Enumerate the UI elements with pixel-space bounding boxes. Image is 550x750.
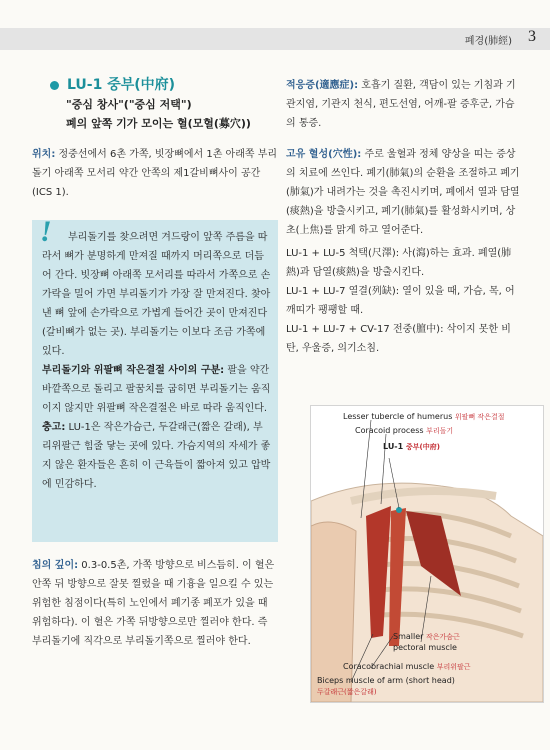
needling-label: 침의 깊이: [32, 560, 79, 571]
needling-paragraph [32, 556, 278, 651]
exclamation-icon: ! [40, 215, 52, 248]
figure-label-smaller-pectoral: Smaller 작은가슴근 [393, 632, 460, 641]
tip-paragraph-3: 충고: LU-1은 작은가슴근, 두갈래근(짧은 갈래), 부리위팔근 힘줄 닿는 곳에 있다. 가슴지역의 자세가 좋지 않은 환자들은 흔히 이 근육들이 짧아져 있고 압박에 민감하다. [42, 422, 271, 490]
tip-paragraph-1: 부리돌기를 찾으려면 겨드랑이 앞쪽 주름을 따라서 뼈가 분명하게 만져질 때까지 머리쪽으로 더듬어 간다. 빗장뼈 아래쪽 모서리를 따라서 가쪽으로 손가락을 밀어 가면 부리돌기가 가장 잘 만져진다. 찾아낸 뼈 앞에 손가락으로 가볍게 들어간 곳이 만져진다(갈비뼈가 없는 곳). 부리돌기는 이보다 조금 가쪽에 있다. [42, 232, 271, 357]
location-label: 위치: [32, 149, 56, 160]
needling-text: 0.3-0.5촌, 가쪽 방향으로 비스듬히. 이 혈은 안쪽 뒤 방향으로 잘못 찔렀을 때 기흉을 일으킬 수 있는 위험한 침점이다(특히 노인에서 폐기종 폐포가 있을 때 위험하다). 이 혈은 가쪽 뒤방향으로만 찔러야 한다. 즉 부리돌기에 직각으로 부리돌기쪽으로 찔러야 한다. [32, 560, 275, 647]
figure-label-coracoid: Coracoid process 부리돌기 [355, 426, 454, 435]
tip-box [32, 215, 278, 542]
figure-label-lesser-tubercle: Lesser tubercle of humerus 위팔뼈 작은결절 [343, 412, 505, 421]
anatomy-figure [310, 405, 544, 703]
indications-text: 호흡기 질환, 객담이 있는 기침과 기관지염, 기관지 천식, 편도선염, 어깨-팔 증후군, 가슴의 통증. [286, 80, 516, 129]
chapter-title: 폐경(肺經) [464, 36, 512, 47]
indications-paragraph [286, 76, 522, 133]
right-column [286, 76, 522, 358]
figure-label-coracobrachial: Coracobrachial muscle 부리위팔근 [343, 662, 471, 671]
location-text: 정중선에서 6촌 가쪽, 빗장뼈에서 1촌 아래쪽 부리돌기 아래쪽 모서리 약간 안쪽의 제1갈비뼈사이 공간(ICS 1). [32, 149, 278, 198]
point-subtitle-2: 폐의 앞쪽 기가 모이는 혈(모혈(募穴)) [66, 117, 251, 130]
figure-label-biceps-kr: 두갈래근(짧은갈래) [317, 688, 377, 696]
figure-label-biceps: Biceps muscle of arm (short head) [317, 676, 455, 685]
effect-text: 주로 울혈과 정체 양상을 띠는 증상의 치료에 쓰인다. 폐기(肺氣)의 순환을 조절하고 폐기(肺氣)가 내려가는 것을 촉진시키며, 폐에서 열과 담열(痰熱)을 방출시키고, 폐기(肺氣)를 활성화시키며, 상초(上焦)를 맑게 하고 열어준다. [286, 149, 520, 236]
left-column [32, 76, 278, 651]
effect-label: 고유 혈성(穴性): [286, 149, 362, 160]
indications-label: 적응증(適應症): [286, 80, 359, 91]
effect-paragraph [286, 145, 522, 240]
combo-3: LU-1 + LU-7 + CV-17 전중(膻中): 삭이지 못한 비탄, 우울증, 의기소침. [286, 324, 511, 354]
figure-label-lu1: LU-1 중부(中府) [383, 442, 440, 451]
page-number: 3 [528, 28, 536, 45]
location-paragraph [32, 145, 278, 202]
point-subtitle-1: "중심 창사"("중심 저택") [66, 98, 192, 111]
combo-2: LU-1 + LU-7 열결(列缺): 열이 있을 때, 가슴, 목, 어깨띠가 팽팽할 때. [286, 286, 515, 316]
bullet-icon [50, 81, 59, 90]
tip-paragraph-2: 부리돌기와 위팔뼈 작은결절 사이의 구분: 팔을 약간 바깥쪽으로 돌리고 팔꿈치를 굽히면 부리돌기는 움직이지 않지만 위팔뼈 작은결절은 바로 따라 움직인다. [42, 365, 271, 414]
point-heading [50, 76, 278, 95]
point-title: LU-1 중부(中府) [67, 77, 176, 93]
figure-label-pectoral-muscle: pectoral muscle [393, 643, 457, 652]
combo-1: LU-1 + LU-5 척택(尺澤): 사(瀉)하는 효과. 폐열(肺熱)과 담열(痰熱)을 방출시킨다. [286, 248, 512, 278]
